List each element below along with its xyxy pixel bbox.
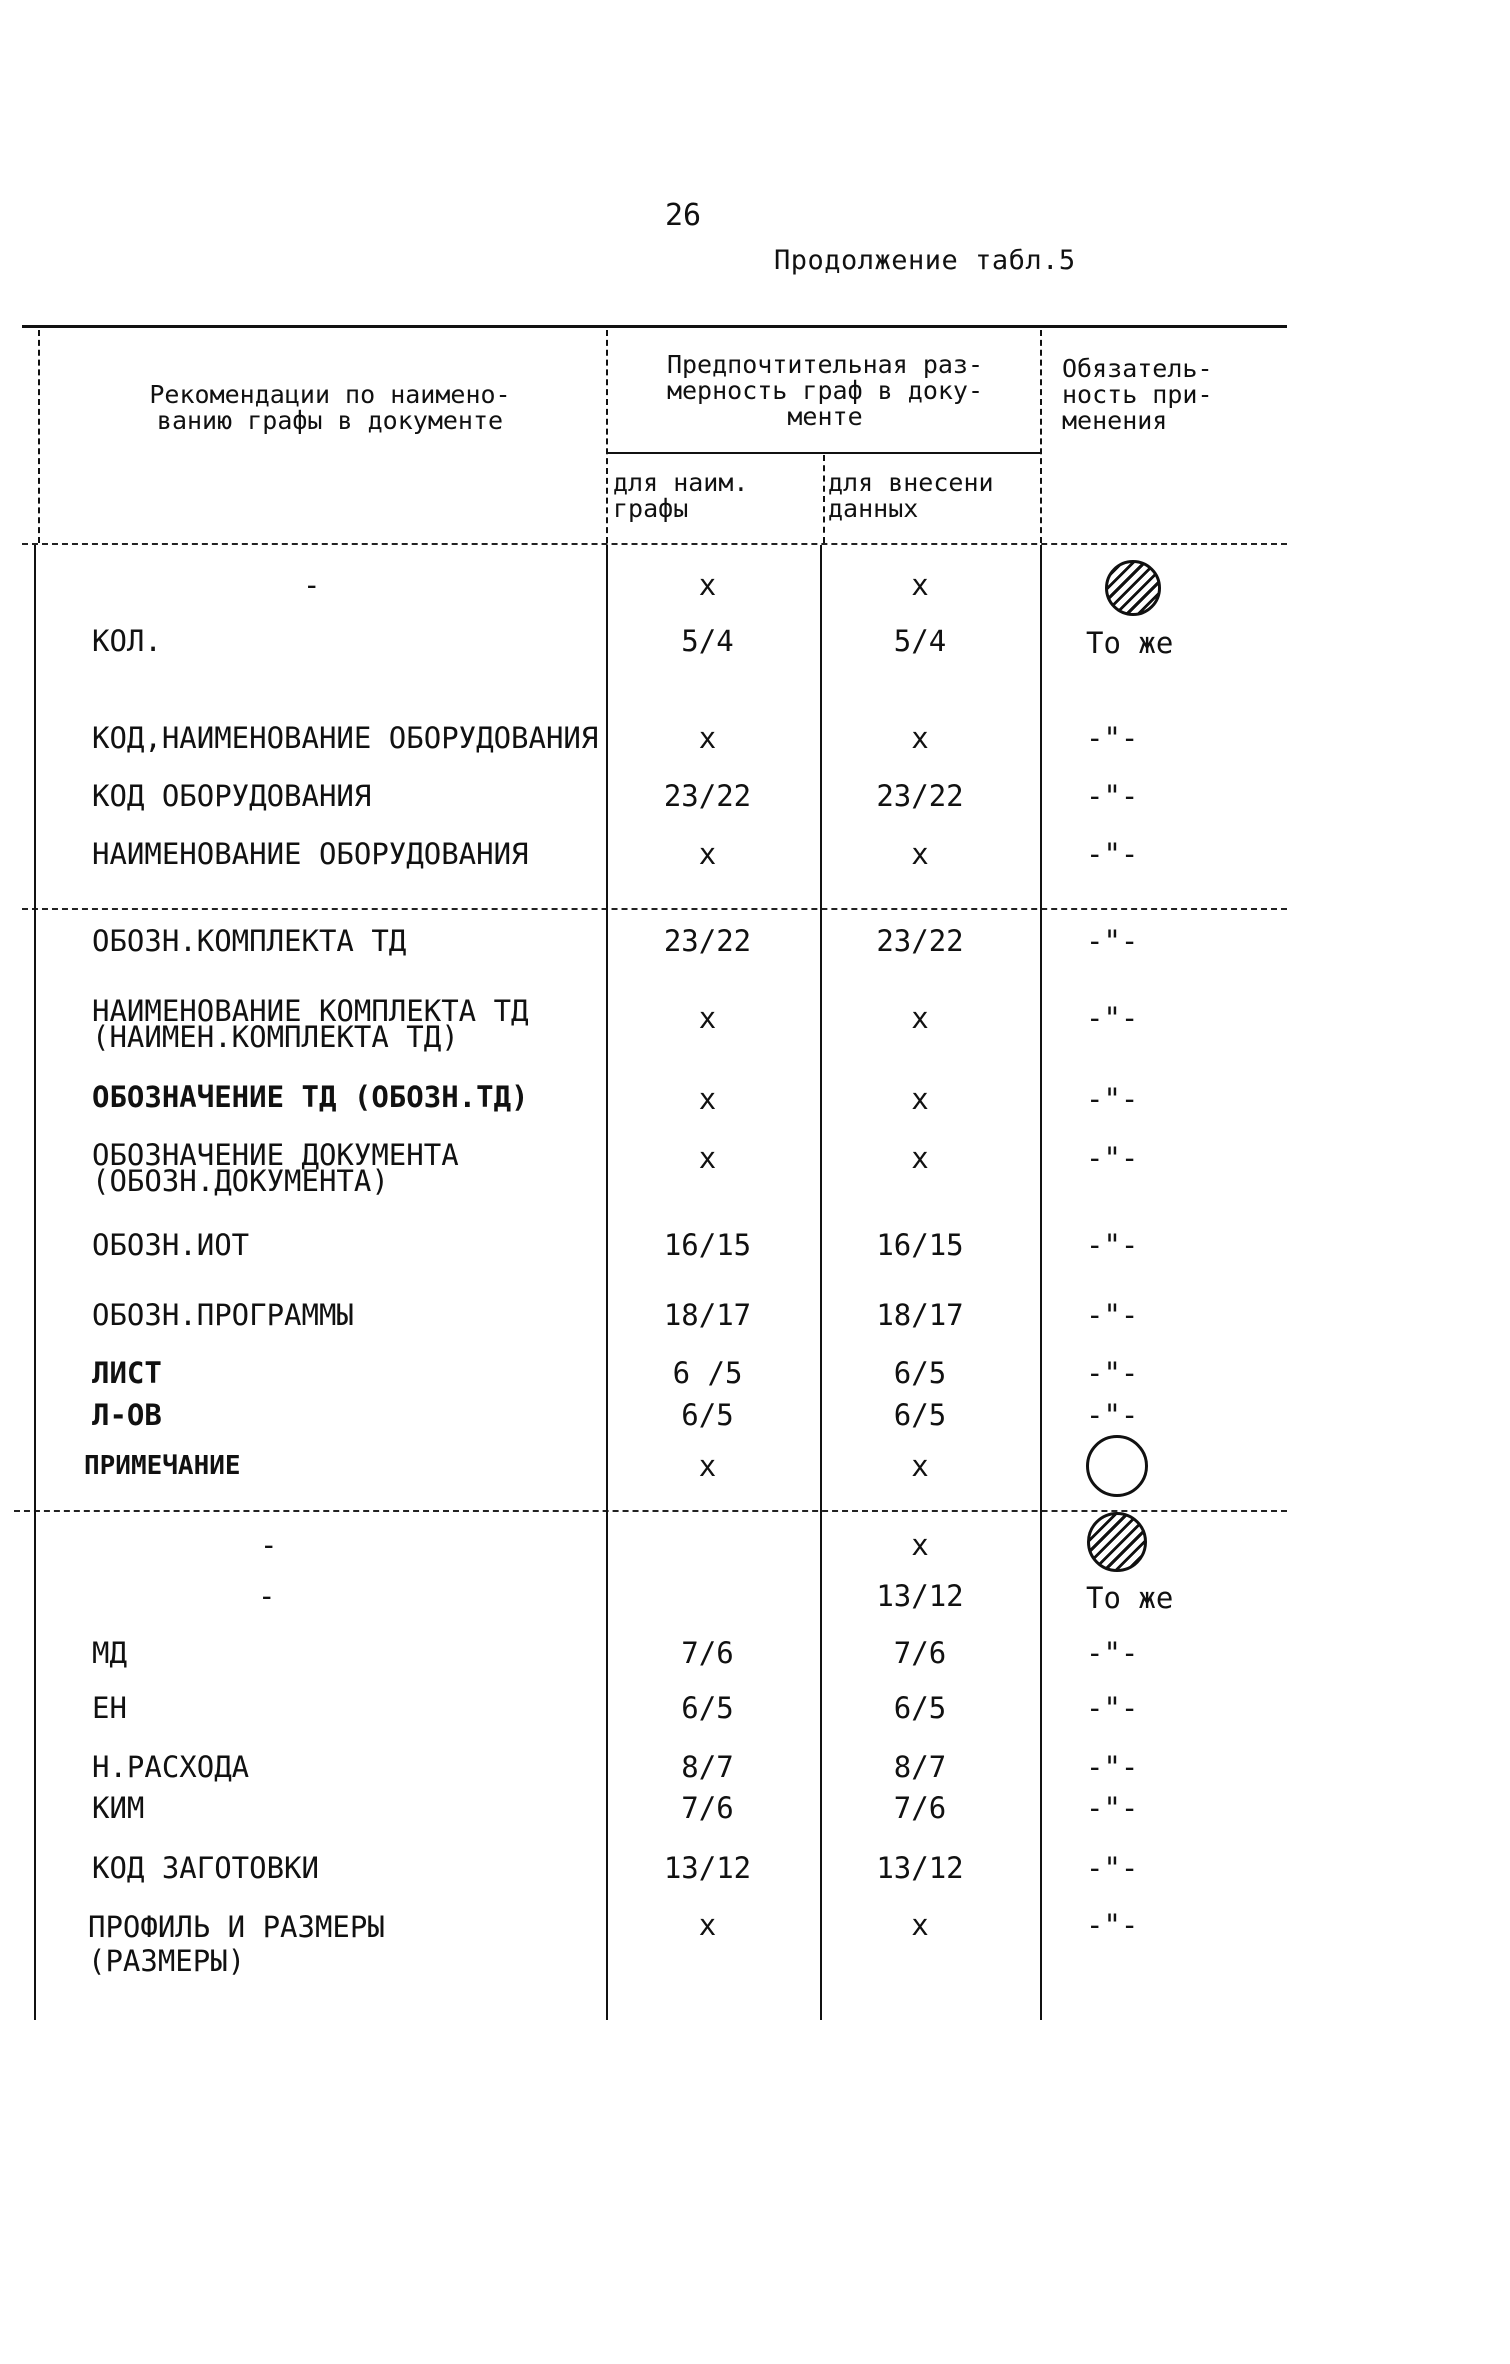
row-name: -	[260, 1528, 278, 1562]
row-data-size: 5/4	[893, 624, 947, 658]
row-name: -	[303, 568, 321, 602]
hatched-circle-icon	[1105, 560, 1161, 616]
section-rule-1	[22, 908, 1287, 910]
row-name: КОД ЗАГОТОВКИ	[92, 1851, 319, 1885]
row-data-size: x	[911, 721, 929, 755]
row-name-size: x	[698, 1908, 717, 1942]
row-name-size: x	[698, 1082, 717, 1116]
row-name: КИМ	[92, 1791, 145, 1825]
row-name: ОБОЗН.ИОТ	[92, 1228, 250, 1262]
row-name-size: 16/15	[663, 1228, 752, 1262]
row-mandatory: -"-	[1086, 1082, 1139, 1116]
row-data-size: 7/6	[893, 1636, 947, 1670]
row-name: ОБОЗН.ПРОГРАММЫ	[92, 1298, 354, 1332]
row-mandatory: -"-	[1086, 721, 1139, 755]
row-data-size: x	[911, 1001, 929, 1035]
row-name-size: 13/12	[663, 1851, 752, 1885]
row-name-size: x	[698, 1449, 717, 1483]
table-continuation-caption: Продолжение табл.5	[774, 245, 1076, 276]
row-name: ОБОЗНАЧЕНИЕ ТД (ОБОЗН.ТД)	[92, 1080, 529, 1114]
row-data-size: x	[911, 1449, 929, 1483]
row-mandatory: -"-	[1086, 1691, 1139, 1725]
header-sep-2	[823, 455, 825, 543]
row-data-size: x	[911, 1528, 929, 1562]
empty-circle-icon	[1086, 1435, 1148, 1497]
row-name: ЛИСТ	[92, 1356, 162, 1390]
table-top-rule	[22, 325, 1287, 328]
row-name: ПРИМЕЧАНИЕ	[84, 1451, 241, 1481]
row-name-size: x	[698, 1141, 717, 1175]
header-col-mandatory: Обязатель- ность при- менения	[1062, 354, 1213, 435]
row-data-size: x	[911, 1141, 929, 1175]
row-name-size: 23/22	[663, 924, 752, 958]
row-mandatory: -"-	[1086, 1141, 1139, 1175]
body-left-edge	[34, 545, 36, 2020]
row-mandatory: -"-	[1086, 779, 1139, 813]
header-sep-3	[1040, 330, 1042, 543]
row-data-size: 7/6	[893, 1791, 947, 1825]
row-name-size: 8/7	[681, 1750, 734, 1784]
row-mandatory: -"-	[1086, 1851, 1139, 1885]
row-data-size: 13/12	[876, 1579, 964, 1613]
row-data-size: 13/12	[876, 1851, 964, 1885]
row-data-size: 23/22	[876, 924, 964, 958]
header-sub-data: для внесени данных	[828, 468, 994, 523]
row-name: НАИМЕНОВАНИЕ КОМПЛЕКТА ТД (НАИМЕН.КОМПЛЕКТА ТД)	[92, 994, 529, 1054]
row-name: ОБОЗН.КОМПЛЕКТА ТД	[92, 924, 407, 958]
row-name-size: 7/6	[681, 1636, 734, 1670]
page-number: 26	[665, 198, 702, 233]
row-mandatory: -"-	[1086, 1791, 1139, 1825]
row-mandatory: -"-	[1086, 1636, 1139, 1670]
row-name: НАИМЕНОВАНИЕ ОБОРУДОВАНИЯ	[92, 837, 529, 871]
row-mandatory: -"-	[1086, 1356, 1139, 1390]
row-name-size: x	[698, 837, 717, 871]
header-col-recommendations: Рекомендации по наимено- ванию графы в документе	[149, 380, 511, 435]
row-name-size: x	[698, 721, 717, 755]
row-name-size: 6/5	[681, 1398, 734, 1432]
section-rule-2	[14, 1510, 1287, 1512]
row-mandatory: -"-	[1086, 837, 1139, 871]
header-left-edge	[38, 330, 40, 543]
row-name: КОД ОБОРУДОВАНИЯ	[92, 779, 372, 813]
row-name: ЕН	[92, 1691, 127, 1725]
row-name-size: 7/6	[681, 1791, 734, 1825]
header-col-preferred-size: Предпочтительная раз- мерность граф в доку- менте	[666, 350, 984, 431]
row-name: -	[258, 1579, 276, 1613]
header-bottom-rule	[22, 543, 1287, 545]
row-mandatory: -"-	[1086, 1228, 1139, 1262]
row-name: ПРОФИЛЬ И РАЗМЕРЫ (РАЗМЕРЫ)	[88, 1910, 385, 1978]
row-name: Л-ОВ	[92, 1398, 162, 1432]
header-sep-1	[606, 330, 608, 543]
row-data-size: x	[911, 1908, 929, 1942]
row-name-size: 23/22	[663, 779, 752, 813]
row-data-size: 23/22	[876, 779, 964, 813]
hatched-circle-icon	[1087, 1512, 1147, 1572]
body-sep-3	[1040, 545, 1042, 2020]
row-name-size: 18/17	[663, 1298, 752, 1332]
row-name-size: x	[698, 1001, 717, 1035]
row-mandatory: То же	[1086, 626, 1174, 660]
row-mandatory: -"-	[1086, 924, 1139, 958]
row-name: Н.РАСХОДА	[92, 1750, 250, 1784]
row-mandatory: -"-	[1086, 1750, 1139, 1784]
row-name: КОЛ.	[92, 624, 162, 658]
row-data-size: 6/5	[893, 1398, 947, 1432]
row-data-size: 18/17	[876, 1298, 964, 1332]
row-data-size: 8/7	[893, 1750, 947, 1784]
row-data-size: 16/15	[876, 1228, 964, 1262]
row-data-size: x	[911, 1082, 929, 1116]
row-mandatory: -"-	[1086, 1298, 1139, 1332]
header-sub-name: для наим. графы	[613, 468, 749, 523]
row-name-size: 5/4	[681, 624, 734, 658]
row-data-size: x	[911, 568, 929, 602]
row-name-size: x	[698, 568, 717, 602]
row-name: МД	[92, 1636, 127, 1670]
row-name-size: 6/5	[681, 1691, 734, 1725]
row-mandatory: -"-	[1086, 1398, 1139, 1432]
row-data-size: 6/5	[893, 1691, 947, 1725]
group-header-rule	[606, 452, 1042, 454]
row-mandatory: То же	[1086, 1581, 1174, 1615]
row-mandatory: -"-	[1086, 1908, 1139, 1942]
row-name: КОД,НАИМЕНОВАНИЕ ОБОРУДОВАНИЯ	[92, 721, 599, 755]
row-data-size: 6/5	[893, 1356, 947, 1390]
row-data-size: x	[911, 837, 929, 871]
row-mandatory: -"-	[1086, 1001, 1139, 1035]
row-name: ОБОЗНАЧЕНИЕ ДОКУМЕНТА (ОБОЗН.ДОКУМЕНТА)	[92, 1138, 459, 1198]
row-name-size: 6 /5	[672, 1356, 743, 1390]
